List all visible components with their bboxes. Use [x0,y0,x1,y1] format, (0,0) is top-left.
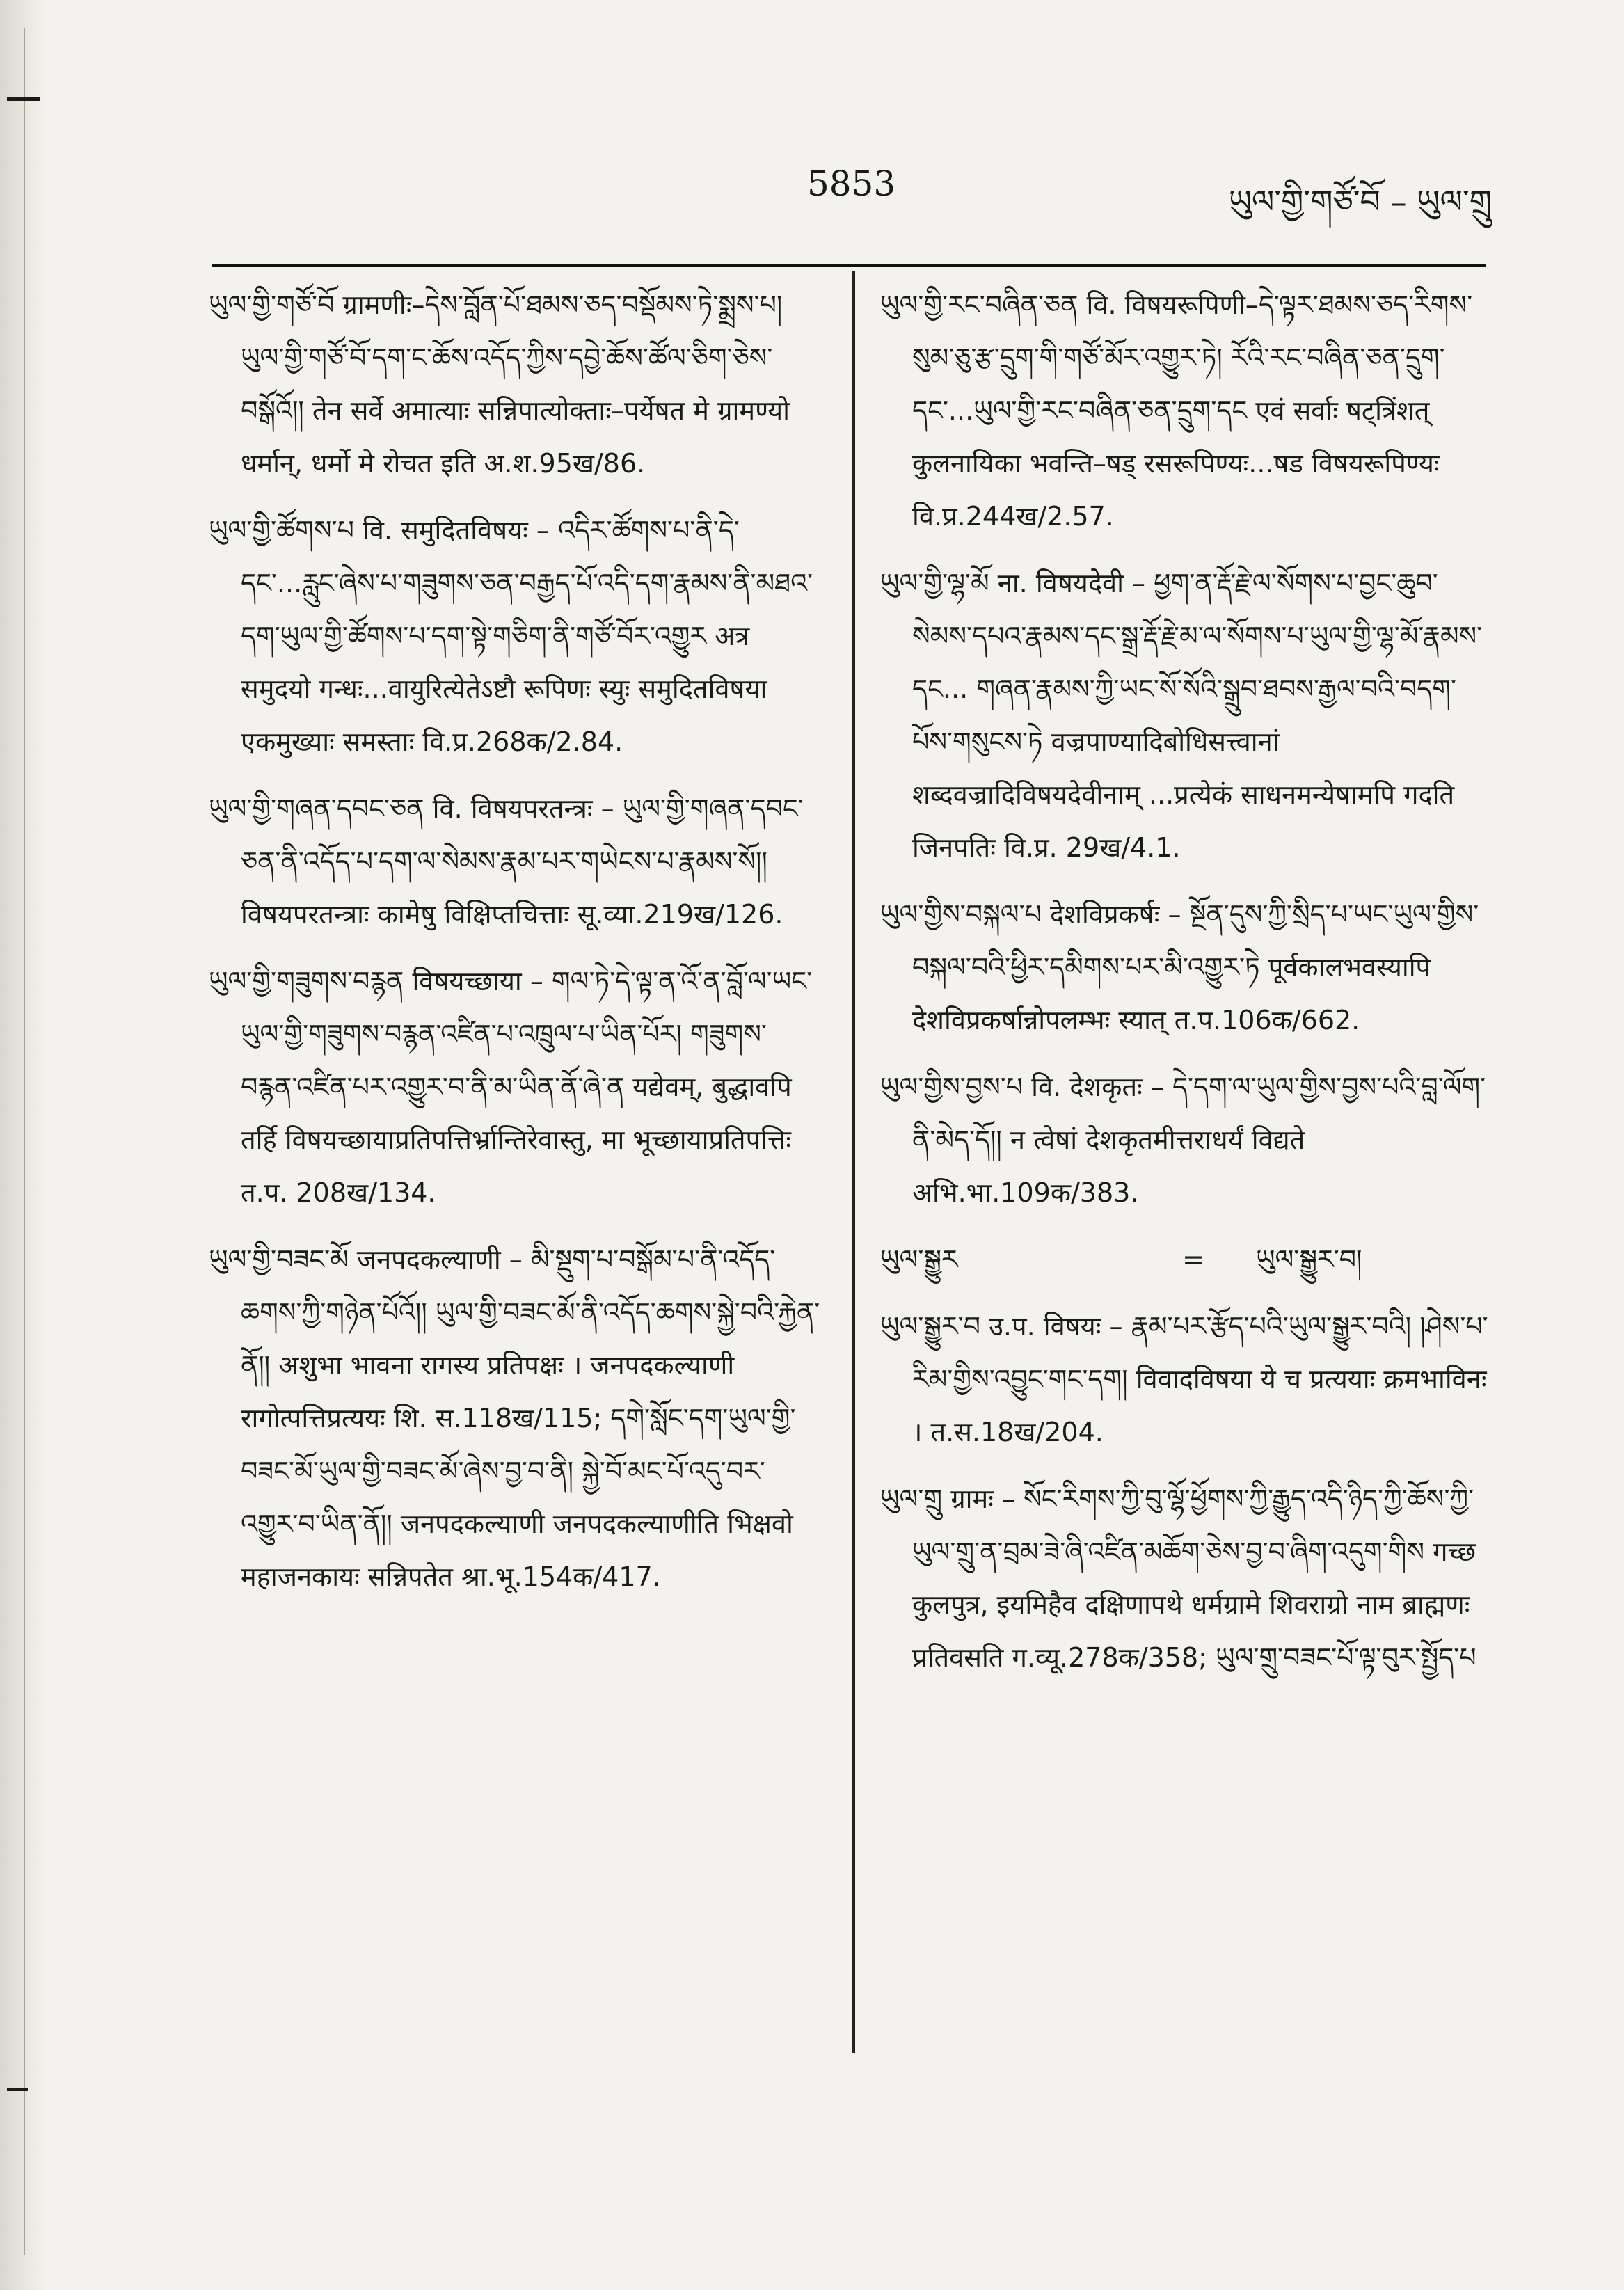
header-rule [212,264,1486,267]
dictionary-entry: ཡུལ་སྒྱུར་བ उ.प. विषयः – རྣམ་པར་རྩོད་པའི་ཡུལ་སྒྱུར་བའི། །ཤེས་པ་རིམ་གྱིས་འབྱུང་གང་དག། विवादविषया ये च प्रत्ययाः क्रमभाविनः । त.स.18ख/204. [880,1311,1488,1447]
left-column [209,278,821,1617]
dictionary-entry: ཡུལ་གྱིས་བསྐལ་པ देशविप्रकर्षः – སྔོན་དུས་ཀྱི་སྲིད་པ་ཡང་ཡུལ་གྱིས་བསྐལ་བའི་ཕྱིར་དམིགས་པར་མི་འགྱུར་ཏེ पूर्वकालभवस्यापि देशविप्रकर्षान्नोपलम्भः स्यात् त.प.106क/662. [880,899,1479,1035]
cross-reference-row [880,1233,1492,1286]
cross-reference-target: ཡུལ་སྒྱུར་བ། [1256,1244,1362,1275]
dictionary-entry: ཡུལ་གྱི་གཞན་དབང་ཅན वि. विषयपरतन्त्रः – ཡུལ་གྱི་གཞན་དབང་ཅན་ནི་འདོད་པ་དག་ལ་སེམས་རྣམ་པར་གཡེངས་པ་རྣམས་སོ།། विषयपरतन्त्राः कामेषु विक्षिप्तचित्ताः सू.व्या.219ख/126. [209,793,804,930]
dictionary-entry: ཡུལ་གྱི་གཟུགས་བརྙན विषयच्छाया – གལ་ཏེ་དེ་ལྟ་ན་འོ་ན་བློ་ལ་ཡང་ཡུལ་གྱི་གཟུགས་བརྙན་འཛིན་པ་འཁྲུལ་པ་ཡིན་པོར། གཟུགས་བརྙན་འཛིན་པར་འགྱུར་བ་ནི་མ་ཡིན་ནོ་ཞེ་ན यद्येवम्, बुद्धावपि तर्हि विषयच्छायाप्रतिपत्तिर्भ्रान्तिरेवास्तु, मा भूच्छायाप्रतिपत्तिः त.प. 208ख/134. [209,966,813,1208]
equals-sign: = [1182,1244,1204,1275]
dictionary-entry: ཡུལ་གྱི་བཟང་མོ जनपदकल्याणी – མི་སྡུག་པ་བསྒོམ་པ་ནི་འདོད་ཆགས་ཀྱི་གཉེན་པོའོ།། ཡུལ་གྱི་བཟང་མོ་ནི་འདོད་ཆགས་སྐྱེ་བའི་རྐྱེན་ནོ།། अशुभा भावना रागस्य प्रतिपक्षः । जनपदकल्याणी रागोत्पत्तिप्रत्ययः शि. स.118ख/115; དགེ་སློང་དག་ཡུལ་གྱི་བཟང་མོ་ཡུལ་གྱི་བཟང་མོ་ཞེས་བྱ་བ་ནི། སྐྱེ་བོ་མང་པོ་འདུ་བར་འགྱུར་བ་ཡིན་ནོ།། जनपदकल्याणी जनपदकल्याणीति भिक्षवो महाजनकायः सन्निपतेत श्रा.भू.154क/417. [209,1244,820,1592]
spine-fold-line [24,28,25,2255]
column-divider [852,271,855,2053]
book-spine-margin [0,0,49,2290]
cross-reference-term: ཡུལ་སྒྱུར [880,1244,958,1275]
dictionary-entry: ཡུལ་གྲུ ग्रामः – སོང་རིགས་ཀྱི་བུ་ལྷོ་ཕྱོགས་ཀྱི་རྒྱུད་འདི་ཉིད་ཀྱི་ཆོས་ཀྱི་ཡུལ་གྲུ་ན་བྲམ་ཟེ་ཞི་འཛིན་མཆོག་ཅེས་བྱ་བ་ཞིག་འདུག་གིས गच्छ कुलपुत्र, इयमिहैव दक्षिणापथे धर्मग्रामे शिवराग्रो नाम ब्राह्मणः प्रतिवसति ग.व्यू.278क/358; ཡུལ་གྲུ་བཟང་པོ་ལྟ་བུར་སྤྱོད་པ [880,1484,1476,1673]
dictionary-entry: ཡུལ་གྱི་རང་བཞིན་ཅན वि. विषयरूपिणी–དེ་ལྟར་ཐམས་ཅད་རིགས་སུམ་ཅུ་རྩ་དྲུག་གི་གཙོ་མོར་འགྱུར་ཏེ། རོའི་རང་བཞིན་ཅན་དྲུག་དང་...ཡུལ་གྱི་རང་བཞིན་ཅན་དྲུག་དང एवं सर्वाः षट्त्रिंशत् कुलनायिका भवन्ति–षड् रसरूपिण्यः...षड विषयरूपिण्यः वि.प्र.244ख/2.57. [880,289,1473,532]
page-number: 5853 [807,164,896,204]
right-column [880,278,1492,1698]
dictionary-entry: ཡུལ་གྱིས་བྱས་པ वि. देशकृतः – དེ་དག་ལ་ཡུལ་གྱིས་བྱས་པའི་བླ་ལོག་ནི་མེད་དོ།། न त्वेषां देशकृतमीत्तराधर्यं विद्यते अभि.भा.109क/383. [880,1072,1486,1208]
dictionary-entry: ཡུལ་གྱི་ཚོགས་པ वि. समुदितविषयः – འདིར་ཚོགས་པ་ནི་དེ་དང་...རླུང་ཞེས་པ་གཟུགས་ཅན་བརྒྱད་པོ་འདི་དག་རྣམས་ནི་མཐའ་དག་ཡུལ་གྱི་ཚོགས་པ་དག་སྟེ་གཅིག་ནི་གཙོ་བོར་འགྱུར अत्र समुदयो गन्धः...वायुरित्येतेऽष्टौ रूपिणः स्युः समुदितविषया एकमुख्याः समस्ताः वि.प्र.268क/2.84. [209,515,813,757]
spine-mark [7,2088,28,2091]
dictionary-entry: ཡུལ་གྱི་གཙོ་བོ ग्रामणीः–དེས་བློན་པོ་ཐམས་ཅད་བསྡོམས་ཏེ་སྨྲས་པ། ཡུལ་གྱི་གཙོ་བོ་དག་ང་ཆོས་འདོད་ཀྱིས་དབྱེ་ཆོས་ཚོལ་ཅིག་ཅེས་བསྒོའོ།། तेन सर्वे अमात्याः सन्निपात्योक्ताः–पर्येषत मे ग्रामण्यो धर्मान्, धर्मो मे रोचत इति अ.श.95ख/86. [209,289,790,479]
dictionary-entry: ཡུལ་གྱི་ལྷ་མོ ना. विषयदेवी – ཕྱག་ན་རྡོ་རྗེ་ལ་སོགས་པ་བྱང་ཆུབ་སེམས་དཔའ་རྣམས་དང་སྒྲ་རྡོ་རྗེ་མ་ལ་སོགས་པ་ཡུལ་གྱི་ལྷ་མོ་རྣམས་དང... གཞན་རྣམས་ཀྱི་ཡང་སོ་སོའི་སྒྲུབ་ཐབས་རྒྱལ་བའི་བདག་པོས་གསུངས་ཏེ वज्रपाण्यादिबोधिसत्त्वानां शब्दवज्रादिविषयदेवीनाम् ...प्रत्येकं साधनमन्येषामपि गदति जिनपतिः वि.प्र. 29ख/4.1. [880,568,1483,863]
spine-mark [7,97,40,101]
running-head: ཡུལ་གྱི་གཙོ་བོ – ཡུལ་གྲུ [1228,183,1492,221]
